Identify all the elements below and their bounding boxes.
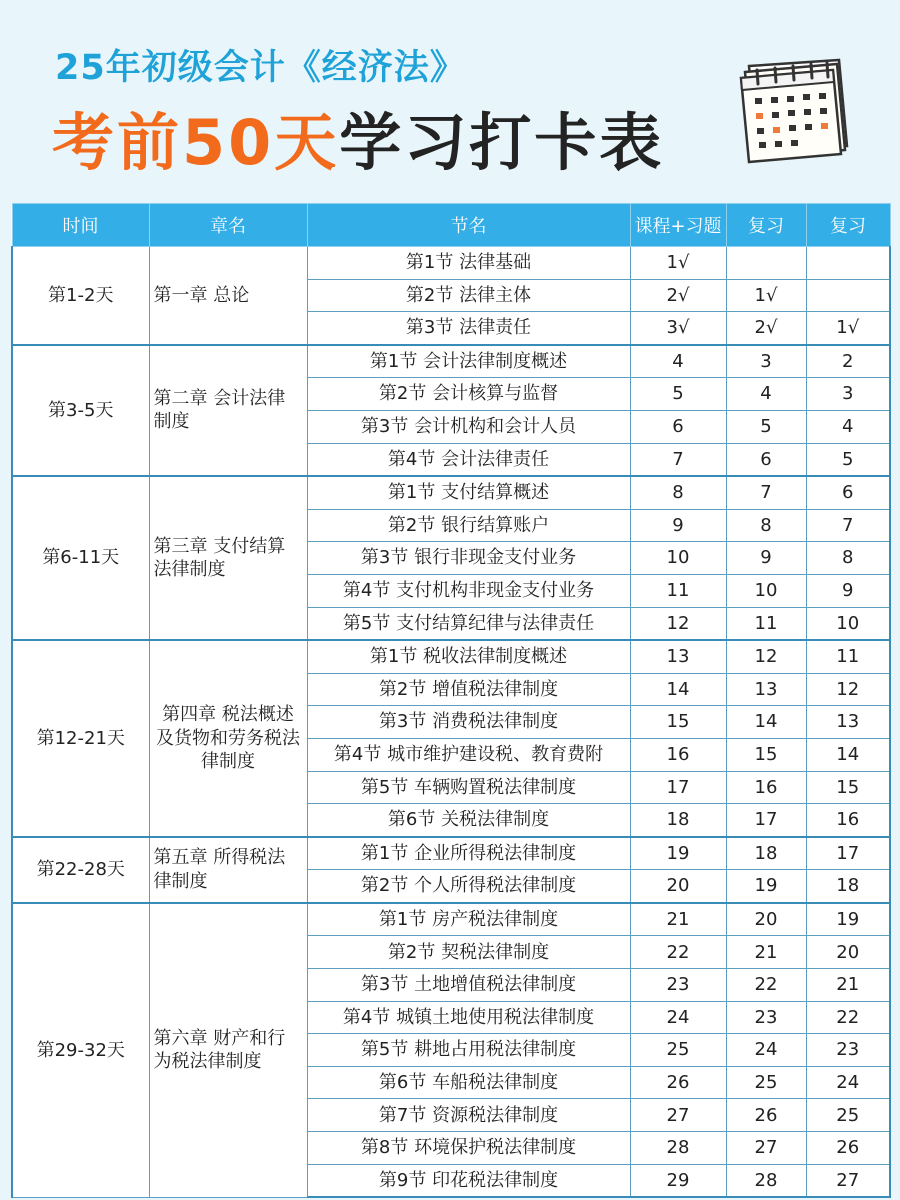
course-cell: 6: [630, 410, 726, 443]
table-row: [12, 903, 890, 936]
review2-cell: [806, 279, 890, 312]
table-header-row: [12, 204, 890, 247]
time-cell: 第1-2天: [12, 247, 149, 345]
review1-cell: 6: [726, 443, 806, 476]
section-cell: 第1节 支付结算概述: [307, 476, 630, 509]
review2-cell: 22: [806, 1001, 890, 1034]
chapter-cell: 第三章 支付结算法律制度: [149, 476, 307, 640]
review1-cell: 16: [726, 771, 806, 804]
course-cell: 29: [630, 1164, 726, 1197]
review2-cell: 6: [806, 476, 890, 509]
time-cell: 第12-21天: [12, 640, 149, 837]
time-cell: 第6-11天: [12, 476, 149, 640]
section-cell: 第2节 银行结算账户: [307, 509, 630, 542]
review1-cell: 7: [726, 476, 806, 509]
table-row: [12, 345, 890, 378]
chapter-cell: 第二章 会计法律制度: [149, 345, 307, 476]
review1-cell: 26: [726, 1099, 806, 1132]
section-cell: 第1节 法律基础: [307, 247, 630, 280]
review1-cell: 17: [726, 804, 806, 837]
col-header-review-1: 复习: [726, 204, 806, 247]
review2-cell: 23: [806, 1034, 890, 1067]
review1-cell: 18: [726, 837, 806, 870]
course-cell: 1√: [630, 247, 726, 280]
review2-cell: 12: [806, 673, 890, 706]
section-cell: 第6节 关税法律制度: [307, 804, 630, 837]
table-row: [12, 837, 890, 870]
review1-cell: 2√: [726, 312, 806, 345]
section-cell: 第8节 环境保护税法律制度: [307, 1132, 630, 1165]
course-cell: 17: [630, 771, 726, 804]
course-cell: 14: [630, 673, 726, 706]
section-cell: 第4节 会计法律责任: [307, 443, 630, 476]
page-subtitle: [52, 106, 665, 179]
review2-cell: 4: [806, 410, 890, 443]
time-cell: 第22-28天: [12, 837, 149, 903]
section-cell: 第2节 增值税法律制度: [307, 673, 630, 706]
course-cell: 23: [630, 969, 726, 1002]
review1-cell: 8: [726, 509, 806, 542]
review2-cell: 15: [806, 771, 890, 804]
section-cell: 第5节 支付结算纪律与法律责任: [307, 607, 630, 640]
course-cell: 16: [630, 738, 726, 771]
course-cell: 21: [630, 903, 726, 936]
section-cell: 第3节 会计机构和会计人员: [307, 410, 630, 443]
subtitle-rest: 学习打卡表: [339, 106, 665, 179]
review1-cell: 4: [726, 378, 806, 411]
review1-cell: 5: [726, 410, 806, 443]
review2-cell: 26: [806, 1132, 890, 1165]
review2-cell: 9: [806, 574, 890, 607]
course-cell: 15: [630, 706, 726, 739]
col-header-section: 节名: [307, 204, 630, 247]
review1-cell: 20: [726, 903, 806, 936]
review2-cell: 21: [806, 969, 890, 1002]
course-cell: 11: [630, 574, 726, 607]
table-row: [12, 247, 890, 280]
review1-cell: 21: [726, 936, 806, 969]
col-header-review-2: 复习: [806, 204, 890, 247]
review1-cell: 22: [726, 969, 806, 1002]
page-title: 25年初级会计《经济法》: [55, 48, 466, 88]
review1-cell: 11: [726, 607, 806, 640]
time-cell: 第29-32天: [12, 903, 149, 1197]
section-cell: 第2节 契税法律制度: [307, 936, 630, 969]
course-cell: 12: [630, 607, 726, 640]
course-cell: 24: [630, 1001, 726, 1034]
review1-cell: 12: [726, 640, 806, 673]
course-cell: 2√: [630, 279, 726, 312]
section-cell: 第4节 支付机构非现金支付业务: [307, 574, 630, 607]
review1-cell: 19: [726, 870, 806, 903]
review2-cell: 20: [806, 936, 890, 969]
course-cell: 28: [630, 1132, 726, 1165]
section-cell: 第2节 个人所得税法律制度: [307, 870, 630, 903]
review1-cell: 15: [726, 738, 806, 771]
section-cell: 第5节 耕地占用税法律制度: [307, 1034, 630, 1067]
chapter-cell: 第四章 税法概述及货物和劳务税法律制度: [149, 640, 307, 837]
review1-cell: 1√: [726, 279, 806, 312]
course-cell: 5: [630, 378, 726, 411]
subtitle-highlight: 考前50天: [52, 106, 340, 179]
course-cell: 18: [630, 804, 726, 837]
review1-cell: 13: [726, 673, 806, 706]
review2-cell: 7: [806, 509, 890, 542]
review2-cell: 18: [806, 870, 890, 903]
course-cell: 8: [630, 476, 726, 509]
section-cell: 第2节 法律主体: [307, 279, 630, 312]
review1-cell: 25: [726, 1066, 806, 1099]
review2-cell: 27: [806, 1164, 890, 1197]
course-cell: 10: [630, 542, 726, 575]
review1-cell: 23: [726, 1001, 806, 1034]
course-cell: 3√: [630, 312, 726, 345]
course-cell: 27: [630, 1099, 726, 1132]
course-cell: 9: [630, 509, 726, 542]
table-body: [12, 247, 890, 1198]
review2-cell: 1√: [806, 312, 890, 345]
review1-cell: 10: [726, 574, 806, 607]
table-row: [12, 476, 890, 509]
review2-cell: 14: [806, 738, 890, 771]
section-cell: 第3节 消费税法律制度: [307, 706, 630, 739]
review2-cell: 16: [806, 804, 890, 837]
section-cell: 第1节 税收法律制度概述: [307, 640, 630, 673]
review2-cell: 24: [806, 1066, 890, 1099]
review1-cell: 3: [726, 345, 806, 378]
col-header-chapter: 章名: [149, 204, 307, 247]
review1-cell: 9: [726, 542, 806, 575]
course-cell: 19: [630, 837, 726, 870]
col-header-course: 课程+习题: [630, 204, 726, 247]
course-cell: 26: [630, 1066, 726, 1099]
review2-cell: 10: [806, 607, 890, 640]
section-cell: 第3节 土地增值税法律制度: [307, 969, 630, 1002]
section-cell: 第5节 车辆购置税法律制度: [307, 771, 630, 804]
calendar-icon: [735, 42, 855, 167]
review1-cell: 28: [726, 1164, 806, 1197]
course-cell: 20: [630, 870, 726, 903]
section-cell: 第9节 印花税法律制度: [307, 1164, 630, 1197]
review1-cell: 24: [726, 1034, 806, 1067]
section-cell: 第7节 资源税法律制度: [307, 1099, 630, 1132]
time-cell: 第3-5天: [12, 345, 149, 476]
section-cell: 第3节 银行非现金支付业务: [307, 542, 630, 575]
review1-cell: 27: [726, 1132, 806, 1165]
review2-cell: [806, 247, 890, 280]
section-cell: 第6节 车船税法律制度: [307, 1066, 630, 1099]
review2-cell: 19: [806, 903, 890, 936]
review2-cell: 11: [806, 640, 890, 673]
course-cell: 25: [630, 1034, 726, 1067]
course-cell: 22: [630, 936, 726, 969]
section-cell: 第4节 城镇土地使用税法律制度: [307, 1001, 630, 1034]
course-cell: 7: [630, 443, 726, 476]
review1-cell: 14: [726, 706, 806, 739]
course-cell: 4: [630, 345, 726, 378]
table-row: [12, 640, 890, 673]
course-cell: 13: [630, 640, 726, 673]
chapter-cell: 第五章 所得税法律制度: [149, 837, 307, 903]
review2-cell: 13: [806, 706, 890, 739]
review2-cell: 3: [806, 378, 890, 411]
study-schedule-table: [11, 203, 891, 1198]
review2-cell: 8: [806, 542, 890, 575]
review2-cell: 25: [806, 1099, 890, 1132]
review2-cell: 5: [806, 443, 890, 476]
review2-cell: 17: [806, 837, 890, 870]
chapter-cell: 第六章 财产和行为税法律制度: [149, 903, 307, 1197]
review2-cell: 2: [806, 345, 890, 378]
section-cell: 第2节 会计核算与监督: [307, 378, 630, 411]
section-cell: 第1节 企业所得税法律制度: [307, 837, 630, 870]
section-cell: 第1节 会计法律制度概述: [307, 345, 630, 378]
col-header-time: 时间: [12, 204, 149, 247]
chapter-cell: 第一章 总论: [149, 247, 307, 345]
section-cell: 第1节 房产税法律制度: [307, 903, 630, 936]
section-cell: 第4节 城市维护建设税、教育费附: [307, 738, 630, 771]
section-cell: 第3节 法律责任: [307, 312, 630, 345]
review1-cell: [726, 247, 806, 280]
